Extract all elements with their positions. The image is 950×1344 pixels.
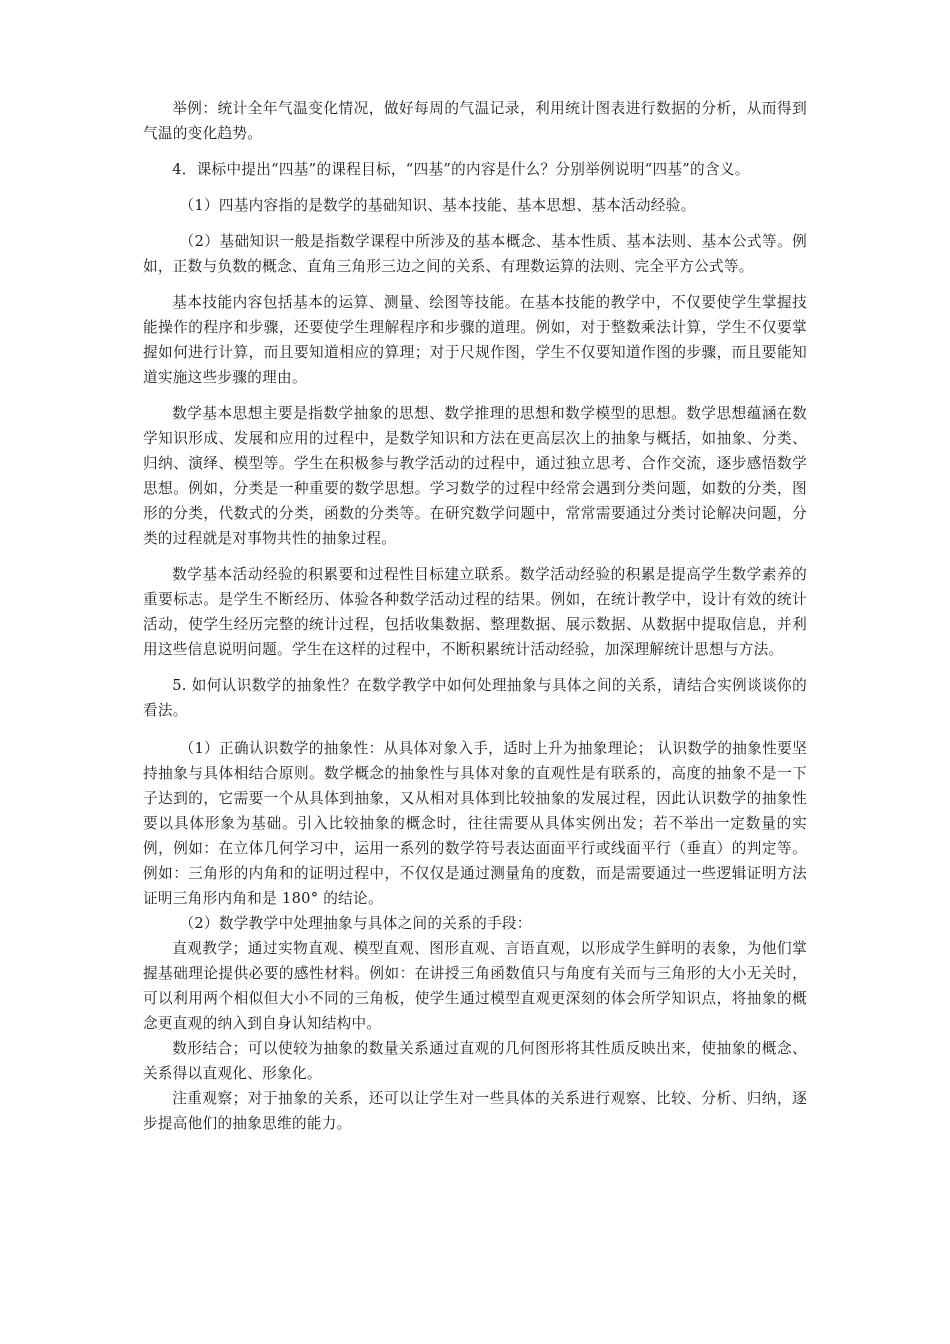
paragraph-number-shape: 数形结合；可以使较为抽象的数量关系通过直观的几何图形将其性质反映出来，使抽象的概念、关系得以直观化、形象化。 <box>143 1040 807 1082</box>
paragraph-observation: 注重观察；对于抽象的关系，还可以让学生对一些具体的关系进行观察、比较、分析、归纳，逐步提高他们的抽象思维的能力。 <box>143 1090 807 1132</box>
question-4: 4．课标中提出“四基”的课程目标，“四基”的内容是什么？分别举例说明“四基”的含义。 <box>172 161 750 178</box>
document-page <box>143 96 807 1136</box>
paragraph-basic-experience: 数学基本活动经验的积累要和过程性目标建立联系。数学活动经验的积累是提高学生数学素养的重要标志。是学生不断经历、体验各种数学活动过程的结果。例如，在统计教学中，设计有效的统计活动，使学生经历完整的统计过程，包括收集数据、整理数据、展示数据、从数据中提取信息，并利用这些信息说明问题。学生在这样的过程中，不断积累统计活动经验，加深理解统计思想与方法。 <box>143 566 807 658</box>
answer-5-part-1: （1）正确认识数学的抽象性：从具体对象入手，适时上升为抽象理论； 认识数学的抽象性要坚持抽象与具体相结合原则。数学概念的抽象性与具体对象的直观性是有联系的，高度的抽象不是一下子达到的，它需要一个从具体到抽象，又从相对具体到比较抽象的发展过程，因此认识数学的抽象性要以具体形象为基础。引入比较抽象的概念时，往往需要从具体实例出发；若不举出一定数量的实例，例如：在立体几何学习中，运用一系列的数学符号表达面面平行或线面平行（垂直）的判定等。例如：三角形的内角和的证明过程中，不仅仅是通过测量角的度数，而是需要通过一些逻辑证明方法证明三角形内角和是 180° 的结论。 <box>143 740 807 907</box>
question-5: 5. 如何认识数学的抽象性？在数学教学中如何处理抽象与具体之间的关系，请结合实例谈谈你的看法。 <box>143 677 807 719</box>
answer-4-part-1: （1）四基内容指的是数学的基础知识、基本技能、基本思想、基本活动经验。 <box>179 197 696 214</box>
paragraph-intuitive-teaching: 直观教学；通过实物直观、模型直观、图形直观、言语直观，以形成学生鲜明的表象，为他们掌握基础理论提供必要的感性材料。例如：在讲授三角函数值只与角度有关而与三角形的大小无关时，可以利用两个相似但大小不同的三角板，使学生通过模型直观更深刻的体会所学知识点，将抽象的概念更直观的纳入到自身认知结构中。 <box>143 940 807 1032</box>
answer-5-part-2: （2）数学教学中处理抽象与具体之间的关系的手段： <box>179 915 532 932</box>
paragraph-basic-ideas: 数学基本思想主要是指数学抽象的思想、数学推理的思想和数学模型的思想。数学思想蕴涵在数学知识形成、发展和应用的过程中，是数学知识和方法在更高层次上的抽象与概括，如抽象、分类、归纳、演绎、模型等。学生在积极参与教学活动的过程中，通过独立思考、合作交流，逐步感悟数学思想。例如，分类是一种重要的数学思想。学习数学的过程中经常会遇到分类问题，如数的分类，图形的分类，代数式的分类，函数的分类等。在研究数学问题中，常常需要通过分类讨论解决问题，分类的过程就是对事物共性的抽象过程。 <box>143 405 807 547</box>
paragraph-basic-skills: 基本技能内容包括基本的运算、测量、绘图等技能。在基本技能的教学中，不仅要使学生掌握技能操作的程序和步骤，还要使学生理解程序和步骤的道理。例如，对于整数乘法计算，学生不仅要掌握如何进行计算，而且要知道相应的算理；对于尺规作图，学生不仅要知道作图的步骤，而且要能知道实施这些步骤的理由。 <box>143 294 807 386</box>
paragraph-example-temperature: 举例：统计全年气温变化情况，做好每周的气温记录，利用统计图表进行数据的分析，从而得到气温的变化趋势。 <box>143 100 807 142</box>
answer-4-part-2: （2）基础知识一般是指数学课程中所涉及的基本概念、基本性质、基本法则、基本公式等。例如，正数与负数的概念、直角三角形三边之间的关系、有理数运算的法则、完全平方公式等。 <box>143 233 807 275</box>
